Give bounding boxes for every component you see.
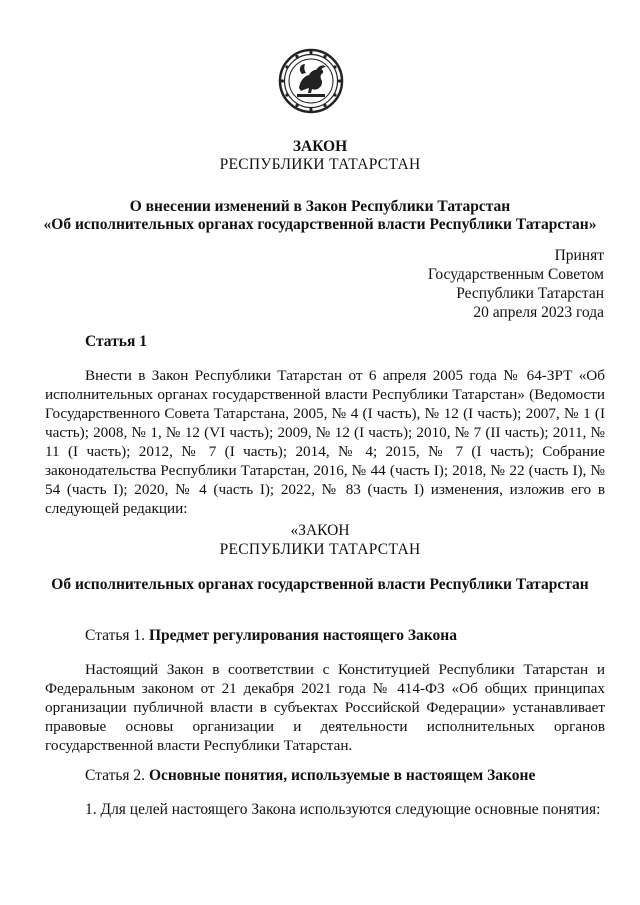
section1-title: Предмет регулирования настоящего Закона	[148, 627, 457, 644]
amendment-title-line2: «Об исполнительных органах государственной власти Республики Татарстан»	[43, 216, 597, 233]
new-law-subtitle: Об исполнительных органах государственной власти Республики Татарстан	[51, 576, 589, 593]
article1-paragraph: Внести в Закон Республики Татарстан от 6 апреля 2005 года № 64-ЗРТ «Об исполнительных органах государственной власти Республики Татарстан» (Ведомости Государственного Совета Татарстана, 2005, № 4 (I часть), № 12 (I часть); 2007, № 1 (I часть); 2008, № 1, № 12 (VI часть); 2009, № 12 (I часть); 2010, № 7 (II часть); 2011, № 11 (I часть); 2012, № 7 (I часть); 2014, № 4; 2015, № 7 (I часть); Собрание законодательства Республики Татарстан, 2016, № 44 (часть I); 2018, № 22 (часть I), № 54 (часть I); 2020, № 4 (часть I); 2022, № 83 (часть I) изменения, изложив его в следующей редакции:	[45, 367, 605, 517]
section1-heading	[85, 626, 457, 646]
law-republic: РЕСПУБЛИКИ ТАТАРСТАН	[219, 156, 421, 173]
section2-heading	[85, 766, 535, 786]
new-law-label: «ЗАКОН	[290, 522, 350, 539]
adopted-line2: Государственным Советом	[427, 266, 604, 283]
adopted-date: 20 апреля 2023 года	[473, 304, 604, 321]
section2-item1: 1. Для целей настоящего Закона используются следующие основные понятия:	[85, 801, 601, 818]
section1-prefix: Статья 1.	[85, 627, 146, 644]
new-law-republic: РЕСПУБЛИКИ ТАТАРСТАН	[219, 541, 421, 558]
article1-heading: Статья 1	[85, 333, 147, 350]
coat-of-arms-icon	[278, 48, 344, 114]
section2-title: Основные понятия, используемые в настоящем Законе	[148, 767, 536, 784]
section1-paragraph: Настоящий Закон в соответствии с Конституцией Республики Татарстан и Федеральным законом от 21 декабря 2021 года № 414-ФЗ «Об общих принципах организации публичной власти в субъектах Российской Федерации» устанавливает правовые основы организации и деятельности исполнительных органов государственной власти Республики Татарстан.	[45, 661, 605, 754]
section2-prefix: Статья 2.	[85, 767, 146, 784]
adopted-line1: Принят	[554, 247, 604, 264]
adopted-line3: Республики Татарстан	[456, 285, 604, 302]
amendment-title-line1: О внесении изменений в Закон Республики Татарстан	[129, 198, 511, 215]
law-title: ЗАКОН	[292, 138, 348, 155]
